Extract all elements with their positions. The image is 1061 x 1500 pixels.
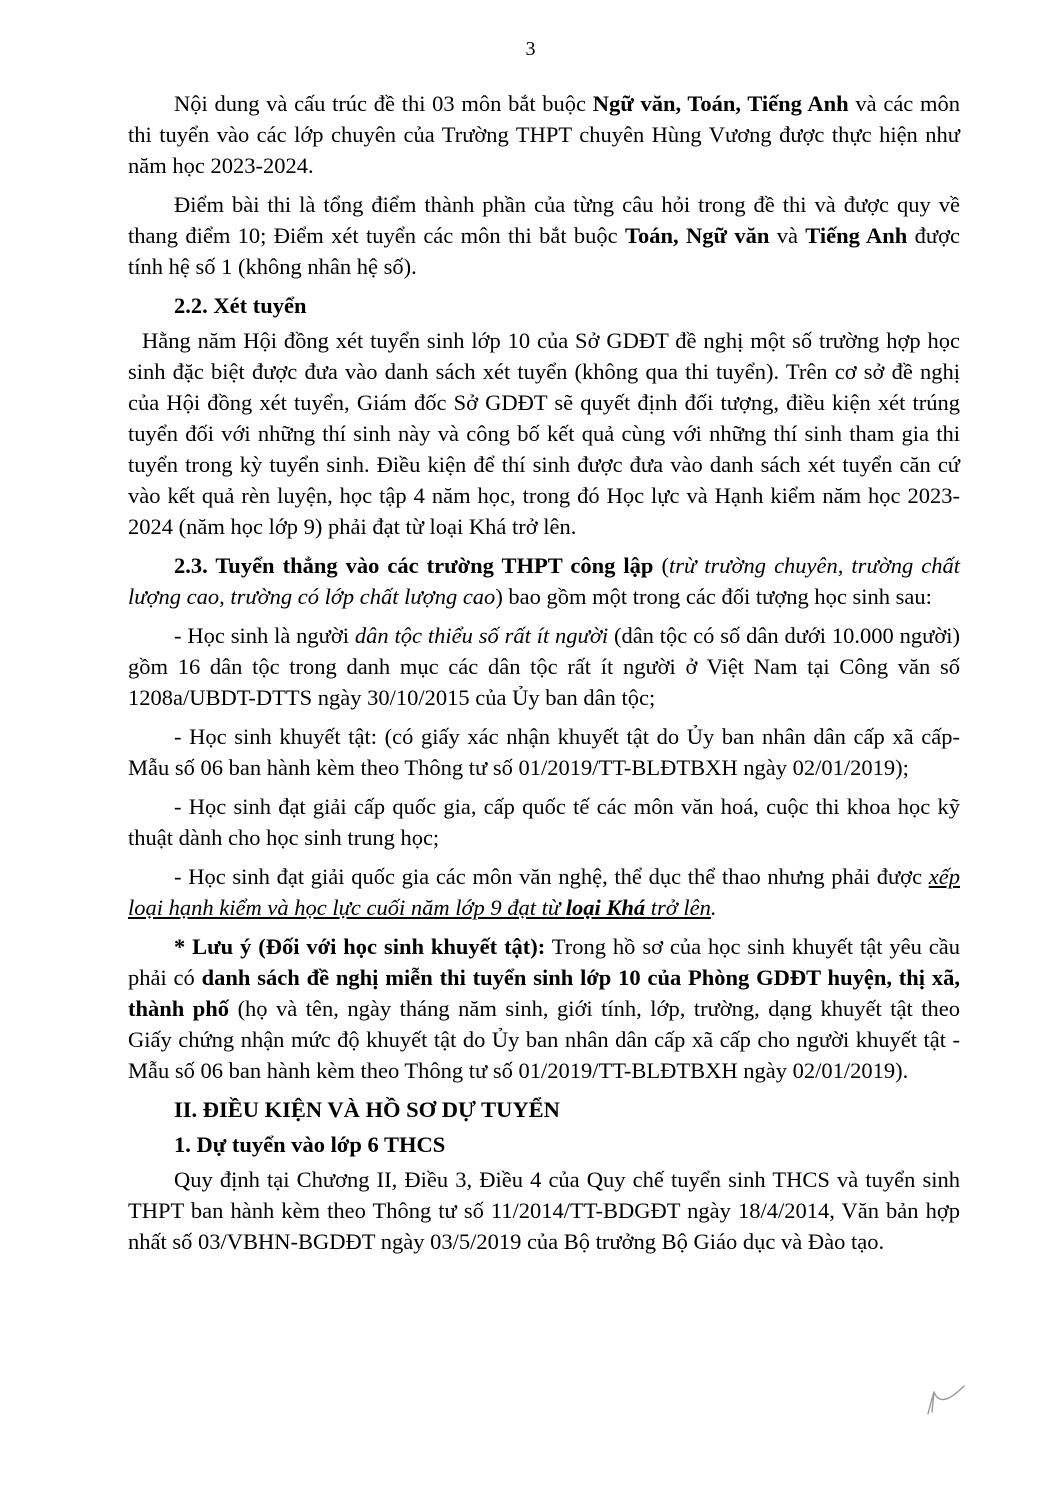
paragraph-note-disabled: * Lưu ý (Đối với học sinh khuyết tật): Trong hồ sơ của học sinh khuyết tật yêu cầu phải có danh sách đề nghị miễn thi tuyển sinh lớp 10 của Phòng GDĐT huyện, thị xã, thành phố (họ và tên, ngày tháng năm sinh, giới tính, lớp, trường, dạng khuyết tật theo Giấy chứng nhận mức độ khuyết tật do Ủy ban nhân dân cấp xã cấp cho người khuyết tật - Mẫu số 06 ban hành kèm theo Thông tư số 01/2019/TT-BLĐTBXH ngày 02/01/2019). [128,934,960,1083]
subheading-grade-6: 1. Dự tuyển vào lớp 6 THCS [174,1132,446,1157]
paragraph-exam-score: Điểm bài thi là tổng điểm thành phần của từng câu hỏi trong đề thi và được quy về thang điểm 10; Điểm xét tuyển các môn thi bắt buộc Toán, Ngữ văn và Tiếng Anh được tính hệ số 1 (không nhân hệ số). [128,192,960,279]
list-item-disabled-students: - Học sinh khuyết tật: (có giấy xác nhận khuyết tật do Ủy ban nhân dân cấp xã cấp-Mẫu số 06 ban hành kèm theo Thông tư số 01/2019/TT-BLĐTBXH ngày 02/01/2019); [128,724,960,780]
list-item-ethnic-minority: - Học sinh là người dân tộc thiểu số rất ít người (dân tộc có số dân dưới 10.000 người) gồm 16 dân tộc trong danh mục các dân tộc rất ít người ở Việt Nam tại Công văn số 1208a/UBDT-DTTS ngày 30/10/2015 của Ủy ban dân tộc; [128,623,960,710]
list-item-arts-sports: - Học sinh đạt giải quốc gia các môn văn nghệ, thể dục thể thao nhưng phải được xếp loại hạnh kiểm và học lực cuối năm lớp 9 đạt từ loại Khá trở lên. [128,864,960,920]
paragraph-exam-structure: Nội dung và cấu trúc đề thi 03 môn bắt buộc Ngữ văn, Toán, Tiếng Anh và các môn thi tuyển vào các lớp chuyên của Trường THPT chuyên Hùng Vương được thực hiện như năm học 2023-2024. [128,91,961,178]
heading-2-2: 2.2. Xét tuyển [174,293,307,318]
paragraph-admission-review: Hằng năm Hội đồng xét tuyển sinh lớp 10 của Sở GDĐT đề nghị một số trường hợp học sinh đặc biệt được đưa vào danh sách xét tuyển (không qua thi tuyển). Trên cơ sở đề nghị của Hội đồng xét tuyển, Giám đốc Sở GDĐT sẽ quyết định đối tượng, điều kiện xét trúng tuyển đối với những thí sinh này và công bố kết quả cùng với những thí sinh tham gia thi tuyển trong kỳ tuyển sinh. Điều kiện để thí sinh được đưa vào danh sách xét tuyển căn cứ vào kết quả rèn luyện, học tập 4 năm học, trong đó Học lực và Hạnh kiểm năm học 2023-2024 (năm học lớp 9) phải đạt từ loại Khá trở lên. [128,328,960,539]
section-heading-ii: II. ĐIỀU KIỆN VÀ HỒ SƠ DỰ TUYỂN [174,1097,560,1122]
paragraph-direct-admission: 2.3. Tuyển thẳng vào các trường THPT công lập (trừ trường chuyên, trường chất lượng cao, trường có lớp chất lượng cao) bao gồm một trong các đối tượng học sinh sau: [128,553,960,609]
list-item-national-awards: - Học sinh đạt giải cấp quốc gia, cấp quốc tế các môn văn hoá, cuộc thi khoa học kỹ thuật dành cho học sinh trung học; [128,794,960,850]
paragraph-regulation: Quy định tại Chương II, Điều 3, Điều 4 của Quy chế tuyển sinh THCS và tuyển sinh THPT ban hành kèm theo Thông tư số 11/2014/TT-BDGĐT ngày 18/4/2014, Văn bản hợp nhất số 03/VBHN-BGDĐT ngày 03/5/2019 của Bộ trưởng Bộ Giáo dục và Đào tạo. [128,1167,960,1254]
page-number: 3 [525,38,536,60]
initial-signature-mark [918,1378,968,1418]
document-body [128,88,960,1265]
